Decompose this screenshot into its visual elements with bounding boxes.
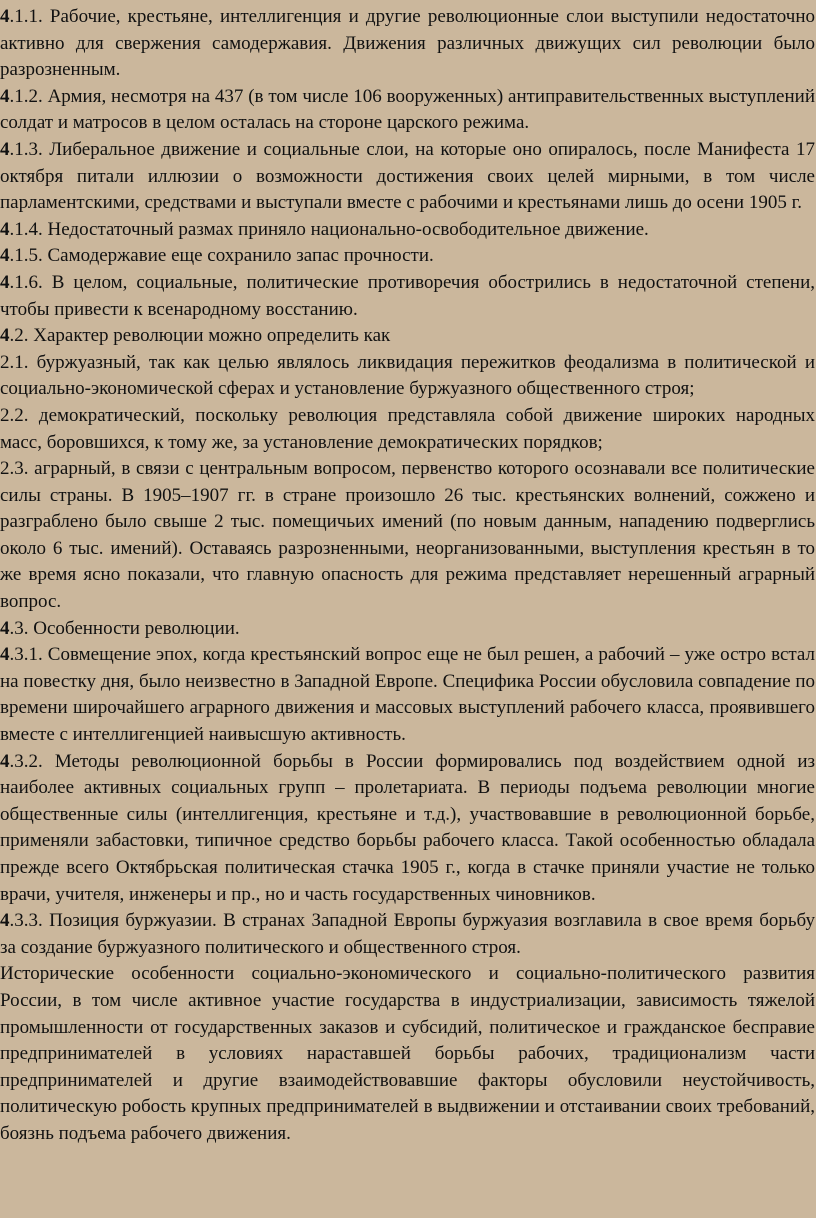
section-number: 4	[0, 325, 10, 347]
paragraph-text: Исторические особенности социально-экономического и социально-политического развития России, в том числе активное участие государства в индустриализации, зависимость тяжелой промышленности от государственных заказов и субсидий, политическое и гражданское бесправие предпринимателей в условиях нараставшей борьбы рабочих, традиционализм части предпринимателей и другие взаимодействовавшие факторы обусловили неустойчивость, политическую робость крупных предпринимателей в выдвижении и отстаивании своих требований, боязнь подъема рабочего движения.	[0, 963, 815, 1144]
paragraph-2-2	[0, 403, 815, 456]
section-number: 4	[0, 617, 10, 639]
paragraph-4-3-1	[0, 642, 815, 748]
paragraph-text: .3.1. Совмещение эпох, когда крестьянский вопрос еще не был решен, а рабочий – уже остро встал на повестку дня, было неизвестно в Западной Европе. Специфика России обусловила совпадение по времени широчайшего аграрного движения и массовых выступлений рабочего класса, проявившего вместе с интеллигенцией наивысшую активность.	[0, 644, 815, 746]
paragraph-text: .1.5. Самодержавие еще сохранило запас прочности.	[9, 245, 434, 267]
paragraph-4-3-2	[0, 749, 815, 909]
paragraph-text: .1.6. В целом, социальные, политические противоречия обострились в недостаточной степени, чтобы привести к всенародному восстанию.	[0, 271, 815, 320]
paragraph-text: .3.3. Позиция буржуазии. В странах Западной Европы буржуазия возглавила в свое время борьбу за создание буржуазного политического и общественного строя.	[0, 910, 815, 958]
paragraph-2-3	[0, 456, 815, 616]
paragraph-text: 2.1. буржуазный, так как целью являлось ликвидация пережитков феодализма в политической и социально-экономической сферах и установление буржуазного общественного строя;	[0, 351, 815, 400]
section-number: 4	[0, 910, 10, 932]
section-number: 4	[0, 750, 10, 772]
paragraph-4-2	[0, 323, 815, 350]
paragraph-4-1-6	[0, 270, 815, 323]
section-number: 4	[0, 644, 10, 666]
section-number: 4	[0, 245, 10, 267]
paragraph-4-3-3	[0, 908, 815, 961]
paragraph-2-1	[0, 350, 815, 403]
section-number: 4	[0, 85, 10, 107]
section-number: 4	[0, 218, 10, 240]
paragraph-4-1-1	[0, 4, 815, 84]
paragraph-4-3	[0, 616, 815, 643]
paragraph-text: .1.1. Рабочие, крестьяне, интеллигенция и другие революционные слои выступили недостаточно активно для свержения самодержавия. Движения различных движущих сил революции было разрозненным.	[0, 6, 815, 81]
paragraph-text: 2.2. демократический, поскольку революция представляла собой движение широких народных масс, боровшихся, к тому же, за установление демократических порядков;	[0, 404, 815, 453]
paragraph-historical-features	[0, 961, 815, 1147]
paragraph-4-1-3	[0, 137, 815, 217]
paragraph-4-1-4	[0, 217, 815, 244]
paragraph-text: .2. Характер революции можно определить как	[9, 325, 391, 347]
section-number: 4	[0, 138, 10, 160]
paragraph-text: .1.3. Либеральное движение и социальные слои, на которые оно опиралось, после Манифеста 17 октября питали иллюзии о возможности достижения своих целей мирными, в том числе парламентскими, средствами и выступали вместе с рабочими и крестьянами лишь до осени 1905 г.	[0, 138, 815, 214]
paragraph-text: .3. Особенности революции.	[9, 617, 240, 639]
paragraph-4-1-2	[0, 84, 815, 137]
paragraph-text: .1.2. Армия, несмотря на 437 (в том числе 106 вооруженных) антиправительственных выступлений солдат и матросов в целом осталась на стороне царского режима.	[0, 85, 815, 134]
paragraph-text: 2.3. аграрный, в связи с центральным вопросом, первенство которого осознавали все политические силы страны. В 1905–1907 гг. в стране произошло 26 тыс. крестьянских волнений, сожжено и разграблено было свыше 2 тыс. помещичьих имений (по новым данным, нападению подверглись около 6 тыс. имений). Оставаясь разрозненными, неорганизованными, выступления крестьян в то же время ясно показали, что главную опасность для режима представляет нерешенный аграрный вопрос.	[0, 458, 815, 613]
paragraph-4-1-5	[0, 243, 815, 270]
paragraph-text: .3.2. Методы революционной борьбы в России формировались под воздействием одной из наиболее активных социальных групп – пролетариата. В периоды подъема революции многие общественные силы (интеллигенция, крестьяне и т.д.), участвовавшие в революционной борьбе, применяли забастовки, типичное средство борьбы рабочего класса. Такой особенностью обладала прежде всего Октябрьская политическая стачка 1905 г., когда в стачке приняли участие не только врачи, учителя, инженеры и пр., но и часть государственных чиновников.	[0, 750, 815, 905]
section-number: 4	[0, 271, 10, 293]
paragraph-text: .1.4. Недостаточный размах приняло национально-освободительное движение.	[9, 218, 649, 240]
section-number: 4	[0, 6, 10, 27]
